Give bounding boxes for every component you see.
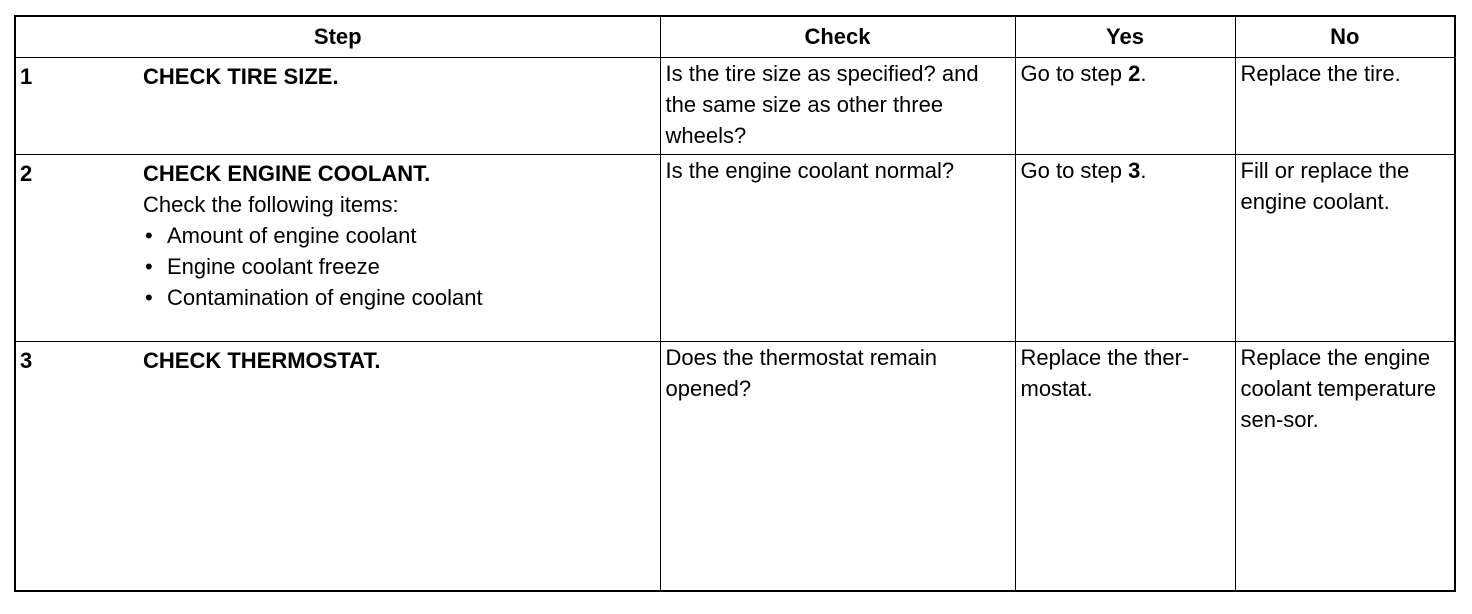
yes-suffix: . <box>1140 158 1147 183</box>
header-row <box>15 16 1455 58</box>
bullet-icon: • <box>145 254 153 279</box>
check-cell: Is the tire size as specified? and the same size as other three wheels? <box>660 58 1015 155</box>
step-title: CHECK TIRE SIZE. <box>143 64 339 89</box>
table-row <box>15 155 1455 342</box>
list-item-text: Amount of engine coolant <box>167 223 417 248</box>
step-number: 2 <box>20 161 33 186</box>
list-item <box>143 220 655 251</box>
yes-prefix: Go to step <box>1020 158 1129 183</box>
step-number: 1 <box>20 64 33 89</box>
list-item <box>143 282 655 313</box>
header-yes: Yes <box>1015 16 1235 58</box>
step-title: CHECK THERMOSTAT. <box>143 348 381 373</box>
diagnostic-table <box>14 15 1456 592</box>
step-cell <box>15 58 660 155</box>
yes-cell: Replace the ther-mostat. <box>1015 342 1235 592</box>
header-no: No <box>1235 16 1455 58</box>
header-check: Check <box>660 16 1015 58</box>
step-description: Check the following items: <box>143 192 399 217</box>
yes-cell <box>1015 58 1235 155</box>
no-cell: Replace the tire. <box>1235 58 1455 155</box>
check-cell: Does the thermostat remain opened? <box>660 342 1015 592</box>
yes-step-link: 3 <box>1128 158 1141 183</box>
no-cell: Replace the engine coolant temperature sen-sor. <box>1235 342 1455 592</box>
step-body <box>143 155 655 313</box>
list-item-text: Engine coolant freeze <box>167 254 380 279</box>
step-body <box>143 342 655 376</box>
step-cell <box>15 155 660 342</box>
yes-cell <box>1015 155 1235 342</box>
check-cell: Is the engine coolant normal? <box>660 155 1015 342</box>
step-body <box>143 58 655 92</box>
no-cell: Fill or replace the engine coolant. <box>1235 155 1455 342</box>
table-row <box>15 58 1455 155</box>
list-item <box>143 251 655 282</box>
bullet-icon: • <box>145 285 153 310</box>
table-row <box>15 342 1455 592</box>
list-item-text: Contamination of engine coolant <box>167 285 483 310</box>
step-title: CHECK ENGINE COOLANT. <box>143 161 431 186</box>
step-cell <box>15 342 660 592</box>
step-number: 3 <box>20 348 33 373</box>
yes-suffix: . <box>1140 61 1147 86</box>
yes-prefix: Go to step <box>1020 61 1129 86</box>
check-items-list <box>143 220 655 313</box>
header-step: Step <box>15 16 660 58</box>
yes-step-link: 2 <box>1128 61 1141 86</box>
bullet-icon: • <box>145 223 153 248</box>
